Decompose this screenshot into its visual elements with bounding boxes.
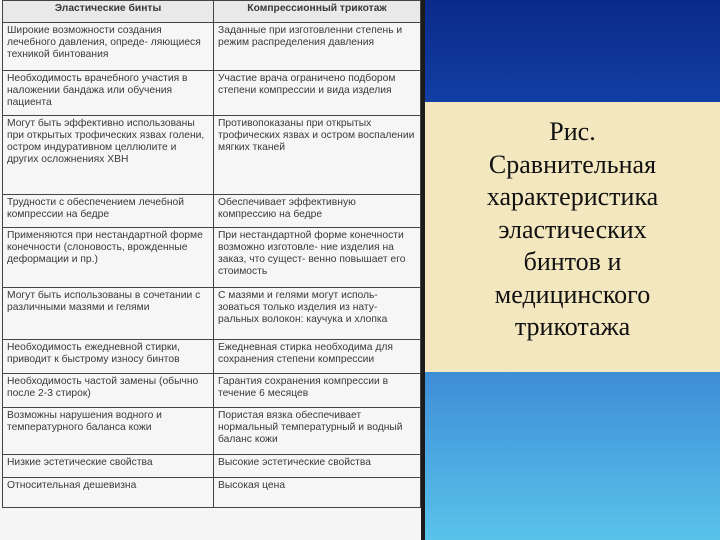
table-cell: Противопоказаны при открытых трофических язвах и остром воспалении мягких тканей (214, 116, 421, 195)
figure-caption: Рис. Сравнительная характеристика эластических бинтов и медицинского трикотажа (486, 117, 659, 341)
caption-box (425, 102, 720, 372)
table-row (3, 478, 421, 508)
table-cell: Могут быть использованы в сочетании с различными мазями и гелями (3, 288, 214, 340)
table-row (3, 195, 421, 228)
table-cell: Применяются при нестандартной форме конечности (слоновость, врожденные деформации и пр.) (3, 228, 214, 288)
table-cell: Относительная дешевизна (3, 478, 214, 508)
table-row (3, 228, 421, 288)
table-row (3, 340, 421, 374)
table-cell: Высокие эстетические свойства (214, 455, 421, 478)
header-elastic-bandages: Эластические бинты (3, 1, 214, 23)
table-row (3, 374, 421, 408)
table-cell: Гарантия сохранения компрессии в течение 6 месяцев (214, 374, 421, 408)
table-cell: Необходимость врачебного участия в наложении бандажа или обучения пациента (3, 71, 214, 116)
header-compression-hosiery: Компрессионный трикотаж (214, 1, 421, 23)
table-cell: Участие врача ограничено подбором степени компрессии и вида изделия (214, 71, 421, 116)
table-row (3, 408, 421, 455)
table-cell: Широкие возможности создания лечебного давления, опреде- ляющиеся техникой бинтования (3, 23, 214, 71)
table-cell: Низкие эстетические свойства (3, 455, 214, 478)
table-cell: Пористая вязка обеспечивает нормальный температурный и водный баланс кожи (214, 408, 421, 455)
table-row (3, 116, 421, 195)
table-row (3, 23, 421, 71)
table-row (3, 71, 421, 116)
table-cell: Обеспечивает эффективную компрессию на бедре (214, 195, 421, 228)
table-row (3, 288, 421, 340)
table-cell: Могут быть эффективно использованы при открытых трофических язвах голени, остром индуративном целлюлите и других осложнениях ХВН (3, 116, 214, 195)
table-cell: Трудности с обеспечением лечебной компрессии на бедре (3, 195, 214, 228)
table-cell: Возможны нарушения водного и температурного баланса кожи (3, 408, 214, 455)
table-header-row (3, 1, 421, 23)
table-cell: С мазями и гелями могут исполь- зоваться только изделия из нату- ральных волокон: каучука и хлопка (214, 288, 421, 340)
comparison-table (2, 0, 421, 508)
table-cell: При нестандартной форме конечности возможно изготовле- ние изделия на заказ, что сущест- венно повышает его стоимость (214, 228, 421, 288)
table-cell: Заданные при изготовленни степень и режим распределения давления (214, 23, 421, 71)
table-cell: Необходимость ежедневной стирки, приводит к быстрому износу бинтов (3, 340, 214, 374)
table-cell: Необходимость частой замены (обычно после 2-3 стирок) (3, 374, 214, 408)
table-cell: Высокая цена (214, 478, 421, 508)
table-cell: Ежедневная стирка необходима для сохранения степени компрессии (214, 340, 421, 374)
table-row (3, 455, 421, 478)
